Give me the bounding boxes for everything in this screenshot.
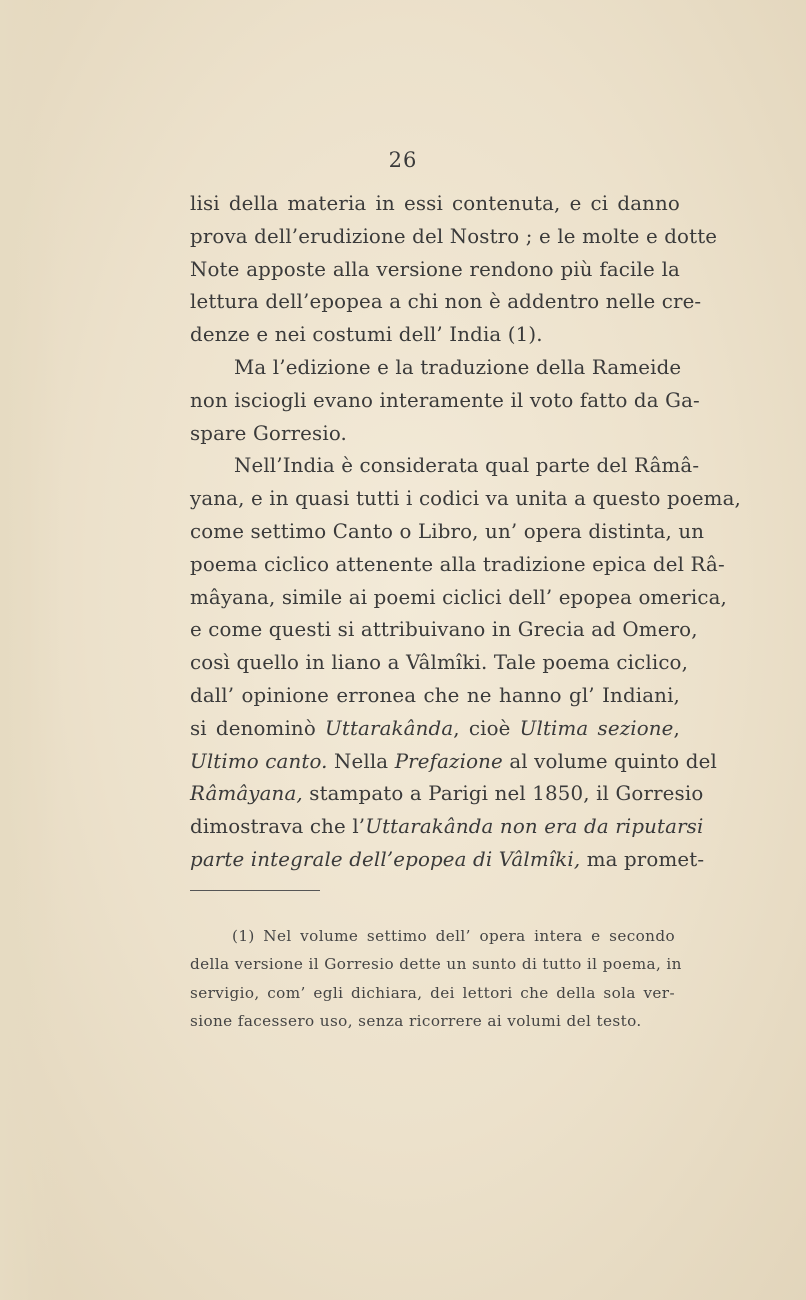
italic-term: Uttarakânda non era da riputarsi — [365, 815, 704, 839]
text-run: ma promet- — [580, 847, 705, 871]
text-line: Ma l’edizione e la traduzione della Rameide — [234, 355, 682, 379]
footnote — [190, 922, 682, 1035]
text-line: come settimo Canto o Libro, un’ opera distinta, un — [190, 519, 705, 543]
text-run: , cioè — [453, 716, 520, 740]
italic-term: Uttarakânda — [325, 716, 454, 740]
italic-term: Ultimo canto. — [190, 749, 328, 773]
text-line: yana, e in quasi tutti i codici va unita a questo poema, — [190, 487, 741, 511]
text-line: lisi della materia in essi contenuta, e ci danno — [190, 192, 680, 215]
text-line — [190, 746, 717, 779]
text-run: si denominò — [190, 716, 326, 740]
footnote-line: (1) Nel volume settimo dell’ opera intera e secondo — [232, 927, 675, 945]
text-line: prova dell’erudizione del Nostro ; e le molte e dotte — [190, 224, 718, 248]
text-line: non isciogli evano interamente il voto fatto da Ga- — [190, 388, 700, 412]
main-text — [190, 188, 741, 877]
text-line: dall’ opinione erronea che ne hanno gl’ Indiani, — [190, 683, 680, 707]
text-line: Nell’India è considerata qual parte del Râmâ- — [234, 454, 700, 478]
footnote-line: sione facessero uso, senza ricorrere ai volumi del testo. — [190, 1011, 642, 1030]
text-line — [190, 844, 705, 877]
text-line: denze e nei costumi dell’ India (1). — [190, 323, 543, 347]
text-run: , — [673, 716, 680, 740]
text-line — [190, 713, 680, 746]
footnote-rule — [190, 890, 320, 891]
text-line: così quello in liano a Vâlmîki. Tale poema ciclico, — [190, 651, 689, 675]
text-run: Nella — [327, 749, 395, 773]
text-line — [190, 811, 704, 844]
italic-term: Ultima sezione — [519, 716, 674, 740]
text-run: stampato a Parigi nel 1850, il Gorresio — [302, 782, 704, 806]
footnote-line: servigio, com’ egli dichiara, dei lettori che della sola ver- — [190, 983, 675, 1002]
page-edge-shadow — [0, 0, 60, 1300]
text-line — [190, 778, 704, 811]
italic-term: Râmâyana, — [190, 782, 303, 806]
page-number: 26 — [388, 148, 418, 172]
italic-term: parte integrale dell’epopea di Vâlmîki, — [190, 847, 581, 871]
text-run: al volume quinto del — [502, 749, 717, 773]
footnote-line: della versione il Gorresio dette un sunto di tutto il poema, in — [190, 955, 682, 974]
text-line: poema ciclico attenente alla tradizione epica del Râ- — [190, 552, 725, 576]
text-run: dimostrava che l’ — [190, 815, 366, 839]
text-line: e come questi si attribuivano in Grecia ad Omero, — [190, 618, 698, 642]
text-line: lettura dell’epopea a chi non è addentro nelle cre- — [190, 290, 702, 314]
italic-term: Prefazione — [394, 749, 503, 773]
text-line: spare Gorresio. — [190, 421, 347, 445]
text-line: Note apposte alla versione rendono più facile la — [190, 257, 680, 281]
text-line: mâyana, simile ai poemi ciclici dell’ epopea omerica, — [190, 585, 727, 609]
